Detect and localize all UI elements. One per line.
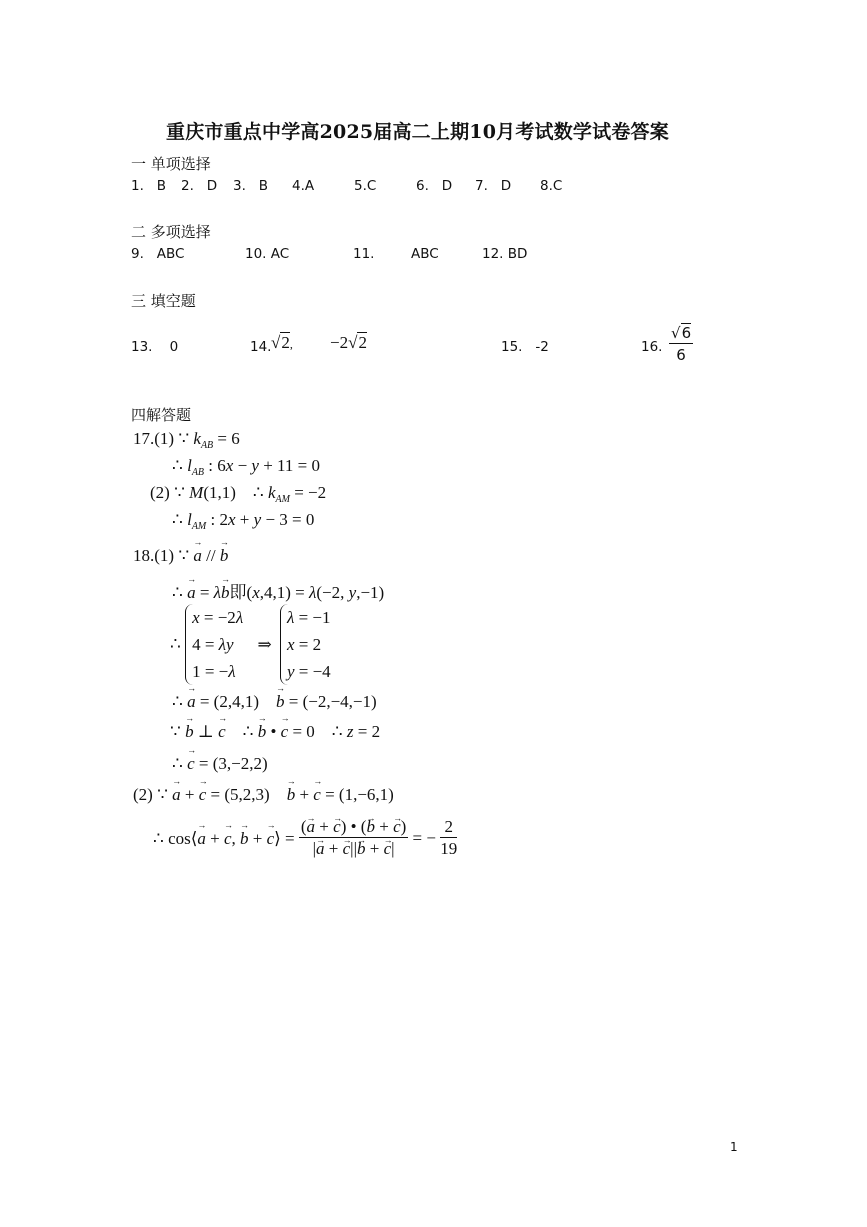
answer-item: 1. B <box>131 178 167 194</box>
answer-16-fraction: $\frac{√6}{6}$ <box>671 324 692 364</box>
solution-17-line-1: 17.(1) ∵ $k_{AB} = 6$ <box>133 429 240 451</box>
solution-18-line-6: ∴ → c = (3,−2,2) <box>172 754 268 774</box>
solution-18-line-1: 18.(1) ∵ → a // → b <box>133 546 228 566</box>
solution-17-line-4: ∴ $l_{AM}$ : 2x + y − 3 = 0 <box>172 510 315 532</box>
answer-14-value: √2, <box>271 333 293 352</box>
answer-item: 3. B <box>233 178 269 194</box>
answer-15: 15. -2 <box>501 339 549 355</box>
page-number: 1 <box>730 1140 738 1154</box>
answer-item: 9. ABC <box>131 246 185 262</box>
solution-18-line-5: ∵ → b ⊥ → c ∴ → b • → c = 0 ∴ z = 2 <box>170 722 380 742</box>
answer-13: 13. 0 <box>131 339 179 355</box>
answer-item: ABC <box>411 246 439 262</box>
solution-17-line-2: ∴ $l_{AB}$ : 6x − y + 11 = 0 <box>172 456 320 478</box>
solution-18-line-7: (2) ∵ → a + → c = (5,2,3) → b + → c = (1,−6,1) <box>133 785 394 805</box>
answer-item: 4.A <box>292 178 315 194</box>
answer-item: 10. AC <box>245 246 290 262</box>
answer-item: 11. <box>353 246 375 262</box>
answer-14-value2: −2√2 <box>330 333 367 352</box>
answer-item: 7. D <box>475 178 512 194</box>
answer-item: 8.C <box>540 178 563 194</box>
solution-18-line-4: ∴ → a = (2,4,1) → b = (−2,−4,−1) <box>172 692 377 712</box>
solution-18-line-2: ∴ → a = λ→ b即(x,4,1) = λ(−2, y,−1) <box>172 578 384 603</box>
solution-17-line-3: (2) ∵ M(1,1) ∴ $k_{AM} = -2$ <box>150 483 327 505</box>
answer-item: 2. D <box>181 178 218 194</box>
answer-item: 6. D <box>416 178 453 194</box>
answer-item: 12. BD <box>482 246 528 262</box>
solution-18-system: ∴ x = −2λ 4 = λy 1 = −λ ⇒ λ = −1 x = 2 y = −4 <box>170 604 331 685</box>
section-solutions: 四解答题 <box>131 406 192 424</box>
answer-14: 14. <box>250 339 272 355</box>
answer-16: 16. <box>641 339 663 355</box>
answer-item: 5.C <box>354 178 377 194</box>
section-single-choice: 一 单项选择 <box>131 155 211 173</box>
section-fill-blank: 三 填空题 <box>131 292 196 310</box>
solution-18-cosine: ∴ cos⟨→ a + → c, → b + → c⟩ = $\frac{(\to a + \to c) • (\to b + \to c)}{|\to a + \to c||\to b + \to c|}$ = − $\frac{2}{19}$ <box>153 817 457 860</box>
page-title: 重庆市重点中学高2025届高二上期10月考试数学试卷答案 <box>166 121 669 143</box>
section-multiple-choice: 二 多项选择 <box>131 223 211 241</box>
